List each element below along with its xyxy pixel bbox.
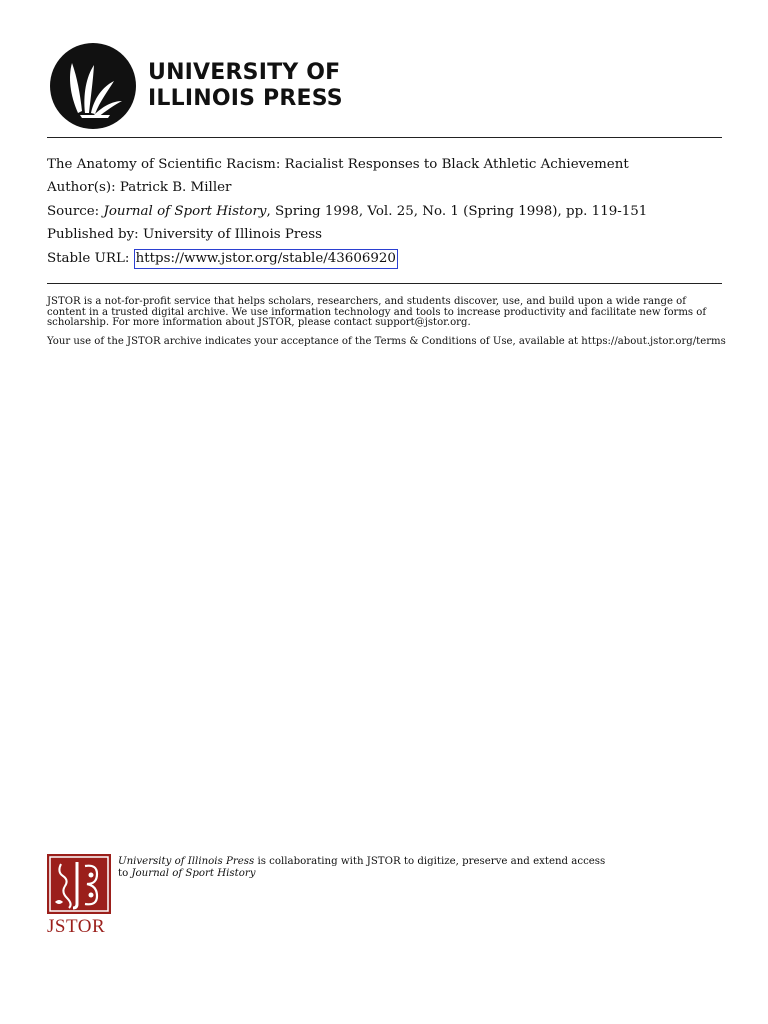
jstor-seal-icon [47,854,111,914]
middle-divider [47,283,722,284]
citation-block [47,155,727,272]
publisher-name: University of Illinois Press [142,227,322,243]
collaboration-line-2 [118,868,718,880]
collaboration-statement [118,856,718,880]
stable-url-line [47,249,727,272]
publisher-wordmark [148,60,343,112]
publisher-wordmark-line1: UNIVERSITY OF [148,60,341,85]
publisher-logo [50,43,343,129]
publisher-emblem-icon [50,43,136,129]
publisher-line [47,225,727,248]
author-name: Patrick B. Miller [119,180,232,196]
author-label: Author(s): [47,180,116,196]
author-line [47,178,727,201]
journal-name: Journal of Sport History [103,203,267,219]
stable-url-label: Stable URL: [47,250,130,266]
collab-journal: Journal of Sport History [131,868,256,879]
publisher-wordmark-line2: ILLINOIS PRESS [148,86,343,111]
collab-to: to [118,868,132,879]
notice-paragraph-2: Your use of the JSTOR archive indicates your acceptance of the Terms & Conditions of Use, available at https://about.jstor.org/terms [47,335,726,347]
collab-publisher: University of Illinois Press [118,856,255,867]
source-label: Source: [47,203,100,219]
source-details: , Spring 1998, Vol. 25, No. 1 (Spring 1998), pp. 119-151 [266,203,648,219]
collaboration-line-1 [118,856,718,868]
source-line [47,202,727,225]
collab-text: is collaborating with JSTOR to digitize, preserve and extend access [254,856,606,867]
jstor-notice [47,297,727,355]
article-title: The Anatomy of Scientific Racism: Racialist Responses to Black Athletic Achievement [47,157,629,172]
notice-paragraph-1: JSTOR is a not-for-profit service that helps scholars, researchers, and students discover, use, and build upon a wide range of content in a trusted digital archive. We use information technology and tools to increase productivity and facilitate new forms of scholarship. For more information about JSTOR, please contact support@jstor.org. [47,296,707,328]
stable-url-link[interactable]: https://www.jstor.org/stable/43606920 [134,249,398,269]
publisher-label: Published by: [47,227,139,243]
jstor-logo [47,854,117,938]
top-divider [47,137,722,138]
jstor-wordmark: JSTOR [47,916,106,937]
